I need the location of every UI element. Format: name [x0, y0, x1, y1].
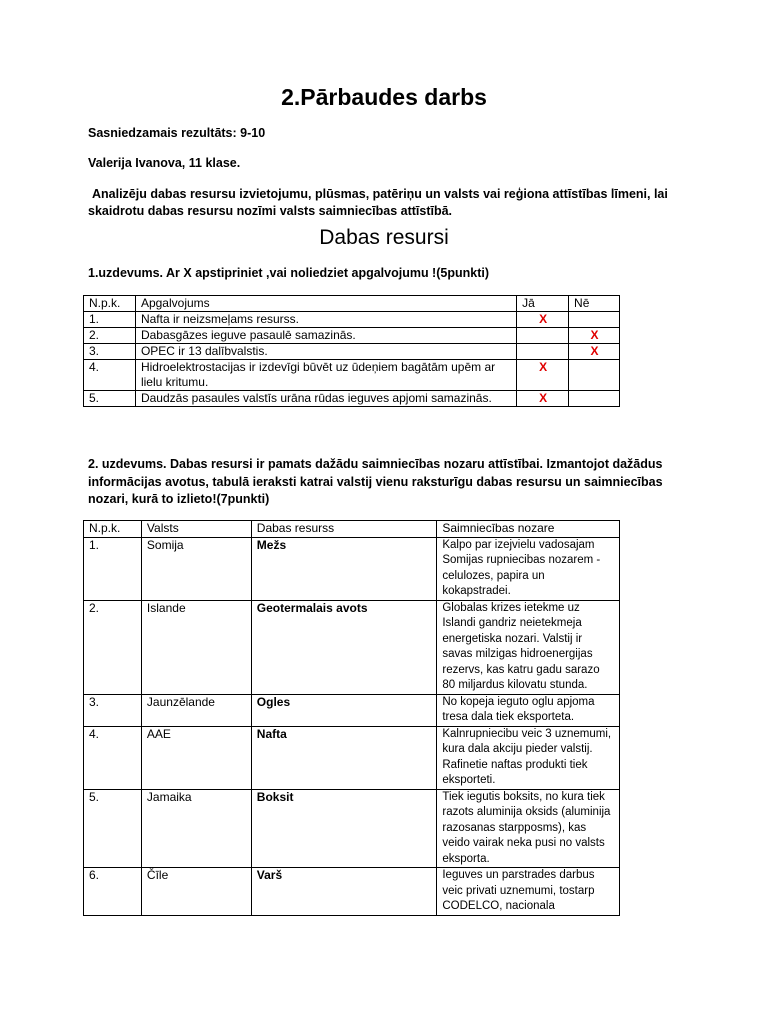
- yes-mark: [517, 344, 569, 360]
- resource-cell: Geotermalais avots: [251, 600, 437, 694]
- yes-mark: X: [517, 360, 569, 391]
- yes-mark: X: [517, 391, 569, 407]
- resource-cell: Ogles: [251, 694, 437, 726]
- table-row: [84, 312, 620, 328]
- table-row: [84, 726, 620, 789]
- page-title: 2.Pārbaudes darbs: [281, 84, 487, 110]
- task1-heading: 1.uzdevums. Ar X apstipriniet ,vai noliedziet apgalvojumu !(5punkti): [88, 266, 489, 280]
- statement-cell: Nafta ir neizsmeļams resurss.: [135, 312, 516, 328]
- resource-cell: Varš: [251, 868, 437, 916]
- row-number: 1.: [84, 537, 142, 600]
- row-number: 5.: [84, 789, 142, 868]
- table-row: [84, 360, 620, 391]
- statement-cell: Dabasgāzes ieguve pasaulē samazinās.: [135, 328, 516, 344]
- table-row: [84, 344, 620, 360]
- row-number: 2.: [84, 328, 136, 344]
- table-row: [84, 328, 620, 344]
- row-number: 6.: [84, 868, 142, 916]
- header-cell: Valsts: [141, 521, 251, 538]
- table-header-row: [84, 296, 620, 312]
- task1-table: [83, 295, 620, 407]
- resource-cell: Mežs: [251, 537, 437, 600]
- yes-mark: [517, 328, 569, 344]
- table-header-row: [84, 521, 620, 538]
- country-cell: Jaunzēlande: [141, 694, 251, 726]
- header-cell: Saimniecības nozare: [437, 521, 620, 538]
- country-cell: Čīle: [141, 868, 251, 916]
- sector-cell: Tiek iegutis boksits, no kura tiek razots aluminija oksids (aluminija razosanas starpposms), kas veido vairak neka pusi no valsts eksporta.: [437, 789, 620, 868]
- statement-cell: OPEC ir 13 dalībvalstis.: [135, 344, 516, 360]
- table-row: [84, 391, 620, 407]
- no-mark: X: [569, 328, 620, 344]
- country-cell: AAE: [141, 726, 251, 789]
- sector-cell: Ieguves un parstrades darbus veic privati uznemumi, tostarp CODELCO, nacionala: [437, 868, 620, 916]
- statement-cell: Hidroelektrostacijas ir izdevīgi būvēt uz ūdeņiem bagātām upēm ar lielu kritumu.: [135, 360, 516, 391]
- statement-cell: Daudzās pasaules valstīs urāna rūdas ieguves apjomi samazinās.: [135, 391, 516, 407]
- sector-cell: No kopeja ieguto oglu apjoma tresa dala tiek eksporteta.: [437, 694, 620, 726]
- row-number: 2.: [84, 600, 142, 694]
- sector-cell: Globalas krizes ietekme uz Islandi gandriz neietekmeja energetiska nozari. Valstij ir savas milzigas hidroenergijas rezervs, kas katru gadu sarazo 80 miljardus kilovatu stunda.: [437, 600, 620, 694]
- header-cell: N.p.k.: [84, 521, 142, 538]
- resource-cell: Boksit: [251, 789, 437, 868]
- row-number: 4.: [84, 726, 142, 789]
- task2-table: [83, 520, 620, 916]
- row-number: 4.: [84, 360, 136, 391]
- row-number: 1.: [84, 312, 136, 328]
- row-number: 3.: [84, 344, 136, 360]
- table-row: [84, 789, 620, 868]
- row-number: 5.: [84, 391, 136, 407]
- intro-text: Analizēju dabas resursu izvietojumu, plūsmas, patēriņu un valsts vai reģiona attīstības līmeni, lai skaidrotu dabas resursu nozīmi valsts saimniecības attīstībā.: [88, 187, 668, 218]
- achievable-result: Sasniedzamais rezultāts: 9-10: [88, 126, 266, 140]
- student-info: Valerija Ivanova, 11 klase.: [88, 156, 241, 170]
- table-row: [84, 600, 620, 694]
- header-cell: Apgalvojums: [135, 296, 516, 312]
- table-row: [84, 537, 620, 600]
- sector-cell: Kalnrupniecibu veic 3 uznemumi, kura dala akciju pieder valstij. Rafinetie naftas produkti tiek eksporteti.: [437, 726, 620, 789]
- table-row: [84, 694, 620, 726]
- task2-heading: 2. uzdevums. Dabas resursi ir pamats dažādu saimniecības nozaru attīstībai. Izmantojot dažādus informācijas avotus, tabulā ieraksti katrai valstij vienu raksturīgu dabas resursu un saimniecības nozari, kurā to izlieto!(7punkti): [88, 457, 663, 506]
- no-mark: X: [569, 344, 620, 360]
- header-cell: Dabas resurss: [251, 521, 437, 538]
- resource-cell: Nafta: [251, 726, 437, 789]
- header-cell: N.p.k.: [84, 296, 136, 312]
- row-number: 3.: [84, 694, 142, 726]
- section-title: Dabas resursi: [319, 226, 449, 249]
- yes-mark: X: [517, 312, 569, 328]
- country-cell: Islande: [141, 600, 251, 694]
- no-mark: [569, 360, 620, 391]
- sector-cell: Kalpo par izejvielu vadosajam Somijas rupniecibas nozarem - celulozes, papira un kokapstradei.: [437, 537, 620, 600]
- country-cell: Jamaika: [141, 789, 251, 868]
- table-row: [84, 868, 620, 916]
- no-mark: [569, 312, 620, 328]
- no-mark: [569, 391, 620, 407]
- header-cell: Nē: [569, 296, 620, 312]
- country-cell: Somija: [141, 537, 251, 600]
- header-cell: Jā: [517, 296, 569, 312]
